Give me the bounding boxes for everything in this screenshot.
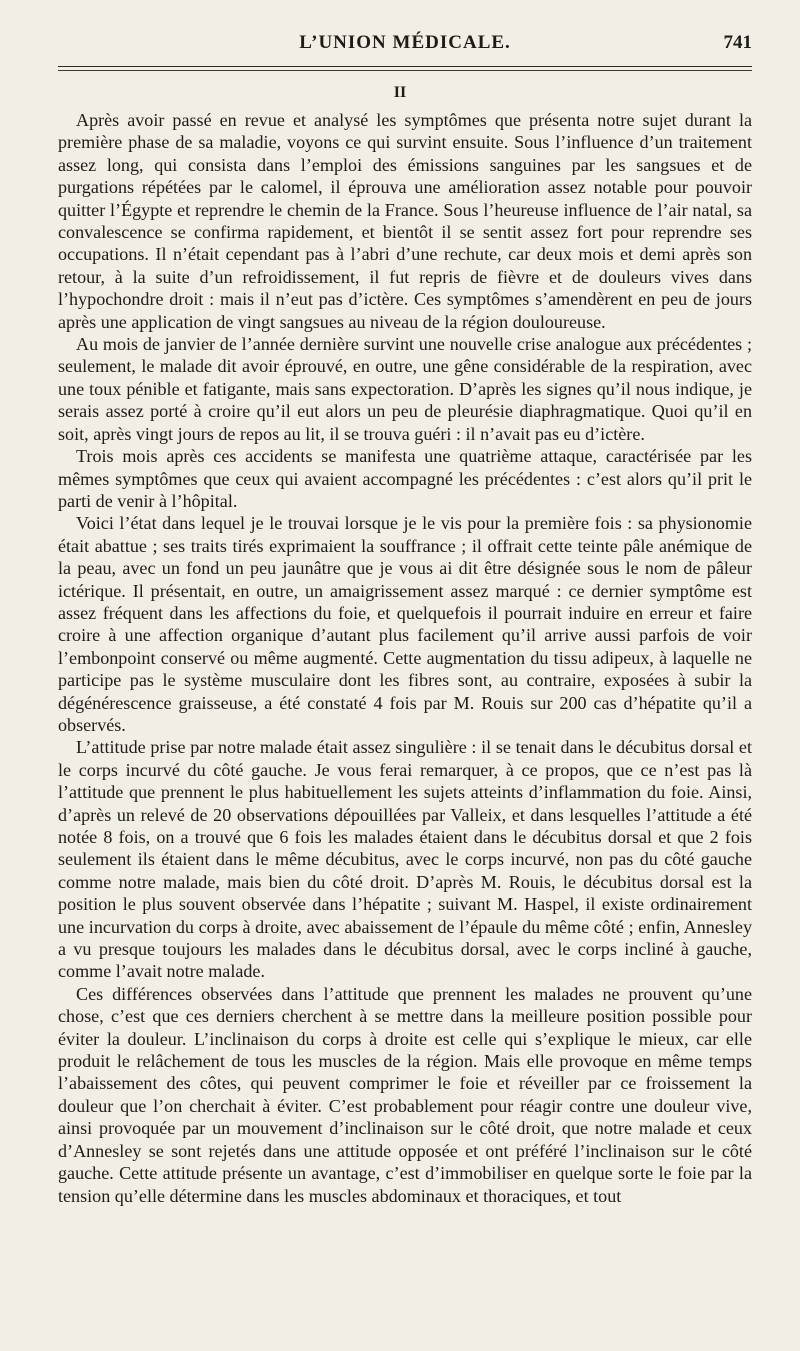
paragraph: Trois mois après ces accidents se manifesta une quatrième attaque, caractérisée par les mêmes symptômes que ceux qui avaient accompagné les précédentes : c’est alors qu’il prit le parti de venir à l’hôpital. [58, 446, 752, 511]
header-rule [58, 66, 752, 67]
page-number: 741 [723, 32, 752, 53]
paragraph: Au mois de janvier de l’année dernière survint une nouvelle crise analogue aux précédentes ; seulement, le malade dit avoir éprouvé, en outre, une gêne considérable de la respiration, avec une toux pénible et fatigante, mais sans expectoration. D’après les signes qu’il nous indique, je serais assez porté à croire qu’il eut alors un peu de pleurésie diaphragmatique. Quoi qu’il en soit, après vingt jours de repos au lit, il se trouva guéri : il n’avait pas eu d’ictère. [58, 334, 752, 444]
article-body [58, 109, 752, 1207]
paragraph: Ces différences observées dans l’attitude que prennent les malades ne prouvent qu’une chose, c’est que ces derniers cherchent à se mettre dans la meilleure position possible pour éviter la douleur. L’inclinaison du corps à droite est celle qui s’explique le mieux, car elle produit le relâchement de tous les muscles de la région. Mais elle provoque en même temps l’abaissement des côtes, qui peuvent comprimer le foie et réveiller par ce froissement la douleur que l’on cherchait à éviter. C’est probablement pour réagir contre une douleur vive, ainsi provoquée par un mouvement d’inclinaison sur le côté droit, que notre malade et ceux d’Annesley se sont rejetés dans une attitude opposée et ont préféré l’inclinaison sur le côté gauche. Cette attitude présente un avantage, c’est d’immobiliser en quelque sorte le foie par la tension qu’elle détermine dans les muscles abdominaux et thoraciques, et tout [58, 983, 752, 1206]
journal-title: L’UNION MÉDICALE. [299, 32, 511, 53]
paragraph: L’attitude prise par notre malade était assez singulière : il se tenait dans le décubitus dorsal et le corps incurvé du côté gauche. Je vous ferai remarquer, à ce propos, que ce n’est pas là l’attitude que prennent le plus habituellement les sujets atteints d’inflammation du foie. Ainsi, d’après un relevé de 20 observations dépouillées par Valleix, et dans lesquelles l’attitude a été notée 8 fois, on a trouvé que 6 fois les malades étaient dans le décubitus dorsal et que 2 fois seulement ils étaient dans le même décubitus, avec le corps incurvé, non pas du côté gauche comme notre malade, mais bien du côté droit. D’après M. Rouis, le décubitus dorsal est la position le plus souvent observée dans l’hépatite ; suivant M. Haspel, il existe ordinairement une incurvation du corps à droite, avec abaissement de l’épaule du même côté ; enfin, Annesley a vu presque toujours les malades dans le décubitus dorsal, avec le corps incliné à gauche, comme l’avait notre malade. [58, 737, 752, 982]
section-number: II [393, 84, 407, 101]
header-rule-secondary [58, 70, 752, 71]
paragraph: Voici l’état dans lequel je le trouvai lorsque je le vis pour la première fois : sa physionomie était abattue ; ses traits tirés exprimaient la souffrance ; il offrait cette teinte pâle anémique de la peau, avec un fond un peu jaunâtre que je vous ai dit être désignée sous le nom de pâleur ictérique. Il présentait, en outre, un amaigrissement assez marqué : ce dernier symptôme est assez fréquent dans les affections du foie, et quelquefois il pourrait induire en erreur et faire croire à une affection organique d’autant plus facilement qu’il arrive aussi parfois de voir l’embonpoint conservé ou même augmenté. Cette augmentation du tissu adipeux, à laquelle ne participe pas le système musculaire dont les fibres sont, au contraire, exposées à subir la dégénérescence graisseuse, a été constaté 4 fois par M. Rouis sur 200 cas d’hépatite qu’il a observés. [58, 513, 752, 735]
running-header [58, 28, 752, 62]
paragraph: Après avoir passé en revue et analysé les symptômes que présenta notre sujet durant la première phase de sa maladie, voyons ce qui survint ensuite. Sous l’influence d’un traitement assez long, qui consista dans l’emploi des émissions sanguines par les sangsues et de purgations répétées par le calomel, il éprouva une amélioration assez notable pour pouvoir quitter l’Égypte et reprendre le chemin de la France. Sous l’heureuse influence de l’air natal, sa convalescence se confirma rapidement, et bientôt il se sentit assez fort pour reprendre ses occupations. Il n’était cependant pas à l’abri d’une rechute, car deux mois et demi après son retour, à la suite d’un refroidissement, il fut repris de fièvre et de douleurs vives dans l’hypochondre droit : mais il n’eut pas d’ictère. Ces symptômes s’amendèrent en peu de jours après une application de vingt sangsues au niveau de la région douloureuse. [58, 110, 752, 332]
